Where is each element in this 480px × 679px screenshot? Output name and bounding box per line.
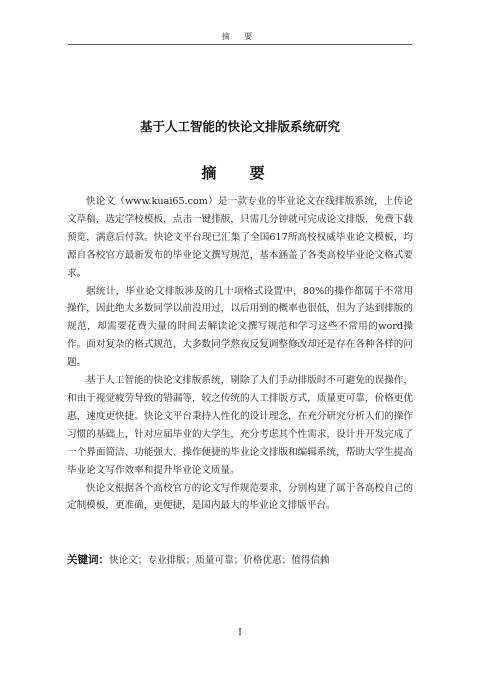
page-number: I [238, 628, 242, 638]
abstract-paragraph: 据统计，毕业论文排版涉及的几十项格式设置中，80%的操作都属于不常用操作，因此绝大多数同学以前没用过，以后用到的概率也很低，但为了达到排版的规范，却需要花费大量的时间去解读论文撰写规范和学习这些不常用的word操作。面对复杂的格式规范，大多数同学熬夜反复调整修改却还是存在各种各样的问题。 [67, 285, 413, 369]
abstract-paragraph: 基于人工智能的快论文排版系统，剔除了人们手动排版时不可避免的误操作，和由于视觉疲劳导致的错漏等，较之传统的人工排版方式，质量更可靠，价格更优惠，速度更快捷。快论文平台秉持人性化的设计理念，在充分研究分析人们的操作习惯的基础上，针对应届毕业的大学生，充分考虑其个性需求，设计并开发完成了一个界面简洁、功能强大、操作便捷的毕业论文排版和编辑系统，帮助大学生提高毕业论文写作效率和提升毕业论文质量。 [67, 375, 413, 476]
keywords-line [67, 552, 413, 569]
abstract-paragraph: 快论文根据各个高校官方的论文写作规范要求，分别构建了属于各高校自己的定制模板，更准确，更便捷，是国内最大的毕业论文排版平台。 [67, 482, 413, 512]
keywords-value: 快论文；专业排版；质量可靠；价格优惠；值得信赖 [109, 555, 330, 566]
document-title: 基于人工智能的快论文排版系统研究 [139, 119, 340, 134]
abstract-body [67, 193, 413, 515]
keywords-label: 关键词： [67, 554, 109, 566]
abstract-heading: 摘 要 [201, 164, 279, 182]
abstract-paragraph: 快论文（www.kuai65.com）是一款专业的毕业论文在线排版系统，上传论文草稿，选定学校模板，点击一键排版，只需几分钟就可完成论文排版，免费下载预览，满意后付款。快论文平台现已汇集了全国617所高校权威毕业论文模板，均源自各校官方最新发布的毕业论文撰写规范，基本涵盖了各类高校毕业论文格式要求。 [67, 196, 413, 279]
header-rule [68, 44, 412, 45]
running-header: 摘 要 [221, 32, 259, 41]
